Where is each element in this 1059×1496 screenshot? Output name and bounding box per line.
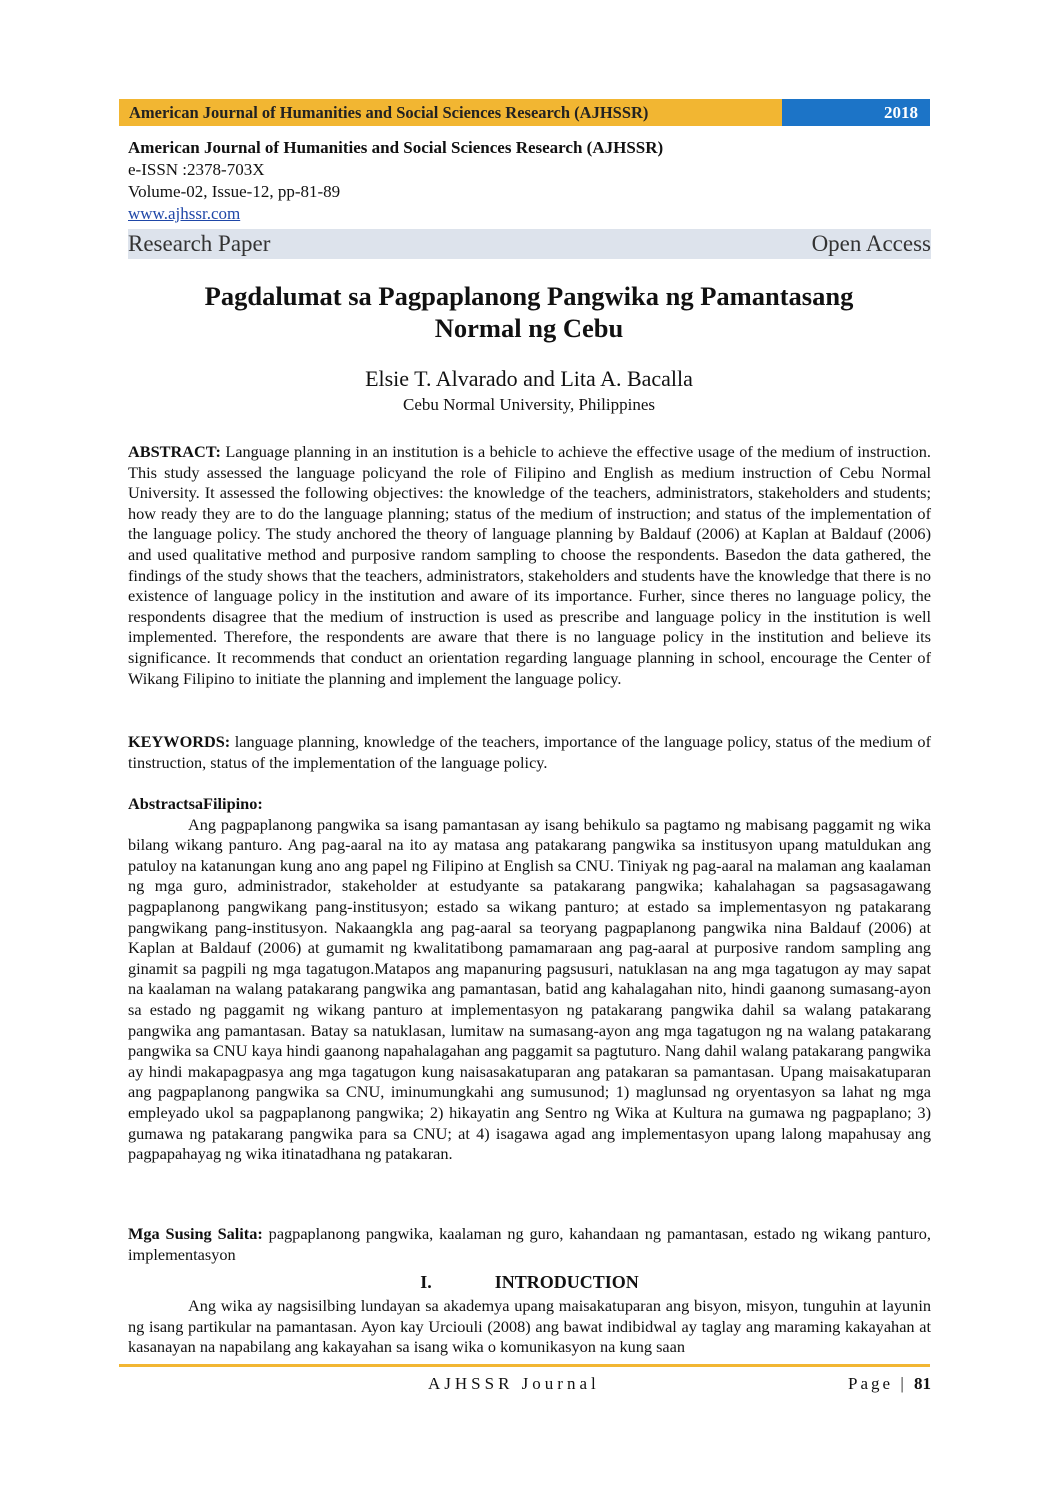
journal-meta xyxy=(128,137,928,225)
affiliation: Cebu Normal University, Philippines xyxy=(403,395,655,414)
paper-title-line1: Pagdalumat sa Pagpaplanong Pangwika ng Pamantasang xyxy=(204,281,854,311)
keywords-section xyxy=(128,732,931,773)
abstract-filipino-label: AbstractsaFilipino: xyxy=(128,794,263,813)
header-journal-name: American Journal of Humanities and Social Sciences Research (AJHSSR) xyxy=(119,99,782,126)
paper-type-banner xyxy=(128,229,931,259)
issn: e-ISSN :2378-703X xyxy=(128,160,265,179)
paper-title xyxy=(129,280,929,344)
introduction-paragraph: Ang wika ay nagsisilbing lundayan sa akademya upang maisakatuparan ang bisyon, misyon, tunguhin at layunin ng isang partikular na pamantasan. Ayon kay Urciouli (2008) ang bawat indibidwal ay taglay ang maraming kakayahan at kasanayan na napabilang ang kakayahan sa isang wika o komunikasyon na kung saan xyxy=(128,1296,931,1357)
authors: Elsie T. Alvarado and Lita A. Bacalla xyxy=(365,366,693,391)
keywords-filipino-section xyxy=(128,1224,931,1265)
keywords-label: KEYWORDS: xyxy=(128,732,231,751)
journal-title: American Journal of Humanities and Social Sciences Research (AJHSSR) xyxy=(128,138,664,157)
abstract-filipino-section xyxy=(128,794,931,1165)
footer-divider xyxy=(119,1364,930,1367)
footer-page-number: 81 xyxy=(914,1374,931,1393)
abstract-label: ABSTRACT: xyxy=(128,442,221,461)
abstract-filipino-text: Ang pagpaplanong pangwika sa isang pamantasan ay isang behikulo sa pagtamo ng mabisang paggamit ng wika bilang wikang panturo. Ang pag-aaral na ito ay matasa ang patakarang pangwika sa institusyon upang matuldukan ang patuloy na katanungan kung ano ang papel ng Filipino at English sa CNU. Tiniyak ng pag-aaral na malaman ang kaalaman ng mga guro, administrador, stakeholder at estudyante sa patakarang pangwika; kahalahagan sa pagsasagawang pagpaplanong pangwikang pang-institusyon; estado sa wikang panturo; at estado sa implementasyon ng patakarang pangwikang pang-institusyon. Nakaangkla ang pag-aaral sa teoryang pagpaplanong pangwika nina Baldauf (2006) at Kaplan at Baldauf (2006) at gumamit ng kwalitatibong pamamaraan ang pag-aaral at purposive random sampling ang ginamit sa pagpili ng mga tagatugon.Matapos ang mapanuring pagsusuri, natuklasan na ang mga tagatugon ay may sapat na kaalaman na walang patakarang pangwika ang pamantasan, batid ang kahalagahan nito, hindi gaanong sumasang-ayon sa estado ng paggamit ng wikang panturo at implementasyon ng patakarang pangwika dahil sa walang patakarang pangwika ang pamantasan. Batay sa natuklasan, lumitaw na sumasang-ayon ang mga tagatugon ng na walang patakarang pangwika sa CNU kaya hindi gaanong napahalagahan ang paggamit sa pagtuturo. Nang dahil walang patakarang pangwika ay hindi makapagpasya ang mga tagatugon kung naisasakatuparan ang patakaran sa pamantasan. Upang maisakatuparan ang pagpaplanong pangwika sa CNU, iminumungkahi ang sumusunod; 1) maglunsad ng oryentasyon sa lahat ng mga empleyado ukol sa pagpaplanong pangwika; 2) hikayatin ang Sentro ng Wika at Kultura na gumawa ng pagpaplano; 3) gumawa ng patakarang pangwika para sa CNU; at 4) isagawa agad ang implementasyon upang lalong mapahusay ang pagpapahayag ng wika itinatadhana ng patakaran. xyxy=(128,814,931,1164)
journal-header-band xyxy=(119,99,930,126)
header-year: 2018 xyxy=(782,99,930,126)
keywords-filipino-text: pagpaplanong pangwika, kaalaman ng guro, kahandaan ng pamantasan, estado ng wikang panturo, implementasyon xyxy=(128,1224,931,1264)
abstract-text: Language planning in an institution is a behicle to achieve the effective usage of the medium of instruction. This study assessed the language policyand the role of Filipino and English as medium instruction of Cebu Normal University. It assessed the following objectives: the knowledge of the teachers, administrators, stakeholders and students; how ready they are to do the language planning; status of the medium of instruction; and status of the implementation of the language policy. The study anchored the theory of language planning by Baldauf (2006) at Kaplan at Baldauf (2006) and used qualitative method and purposive random sampling to choose the respondents. Basedon the data gathered, the findings of the study shows that the teachers, administrators, stakeholders and students have the knowledge that there is no existence of language policy in the institution and aware of its importance. Furher, since theres no language policy, the respondents disagree that the medium of instruction is used as prescribe and language policy in the institution is well implemented. Therefore, the respondents are aware that there is no language policy in the institution and believe its significance. It recommends that conduct an orientation regarding language planning in school, encourage the Center of Wikang Filipino to initiate the planning and implement the language policy. xyxy=(128,442,931,688)
journal-url-link[interactable]: www.ajhssr.com xyxy=(128,204,241,223)
section-heading-introduction xyxy=(128,1272,931,1293)
open-access-label: Open Access xyxy=(811,231,931,256)
footer-page xyxy=(848,1374,931,1394)
paper-title-line2: Normal ng Cebu xyxy=(434,313,624,343)
section-number: I. xyxy=(420,1272,432,1292)
keywords-filipino-label: Mga Susing Salita: xyxy=(128,1224,263,1243)
footer-page-label: Page | xyxy=(848,1374,907,1393)
abstract-section xyxy=(128,442,931,689)
keywords-text: language planning, knowledge of the teachers, importance of the language policy, status of the medium of tinstruction, status of the implementation of the language policy. xyxy=(128,732,931,772)
volume-issue: Volume-02, Issue-12, pp-81-89 xyxy=(128,182,341,201)
research-paper-label: Research Paper xyxy=(128,231,271,256)
section-title: INTRODUCTION xyxy=(494,1272,639,1292)
footer-journal: AJHSSR Journal xyxy=(428,1374,600,1393)
